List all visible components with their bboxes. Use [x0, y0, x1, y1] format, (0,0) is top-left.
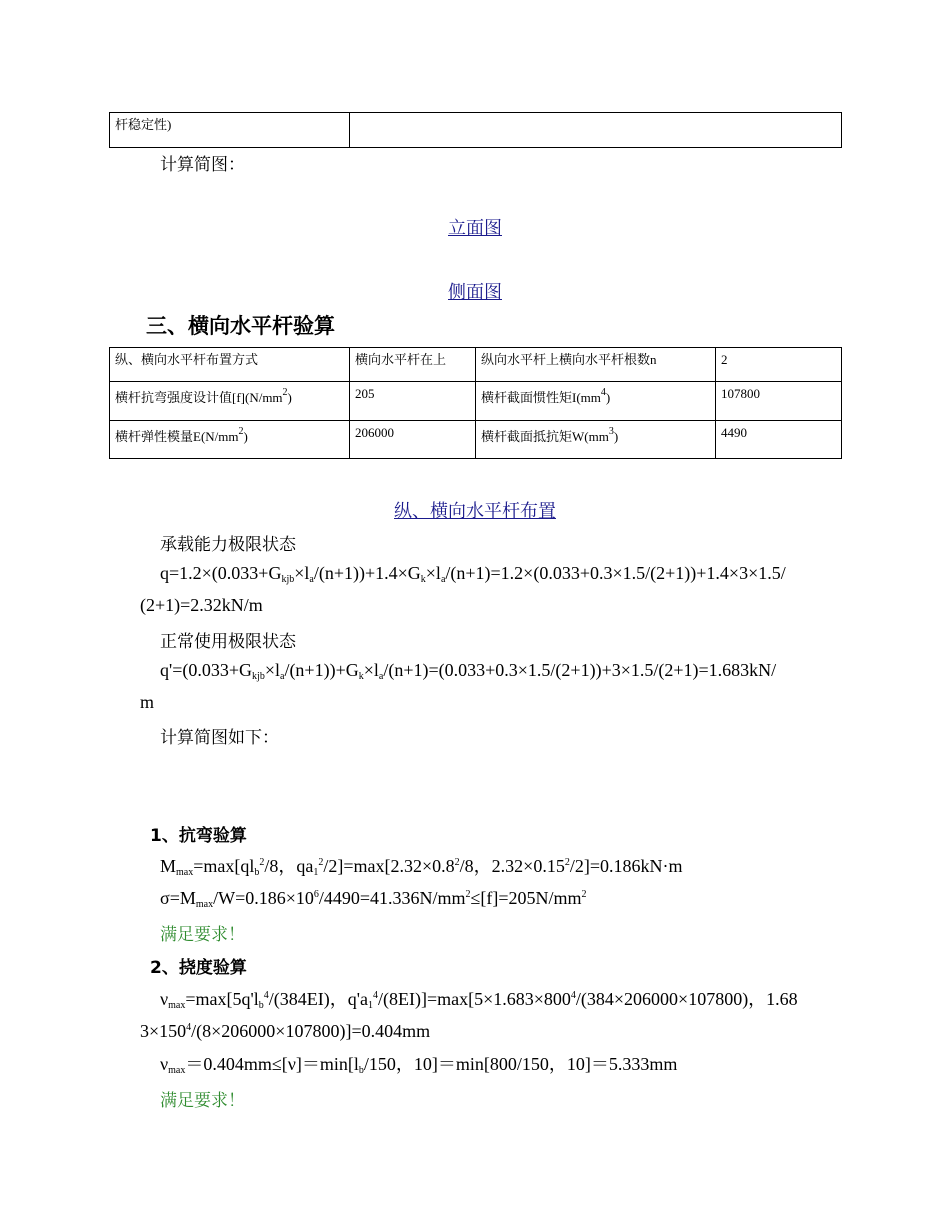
bending-ok-status: 满足要求！ — [160, 925, 245, 945]
stress-formula: $\sigma=M_{max}/W=0.186\times 10^6/4490=41.336N/mm^2\le[f]=205N/mm^2$ — [160, 888, 587, 910]
calc-diagram-label: 计算简图： — [160, 155, 245, 175]
param-value: 横向水平杆在上 — [350, 348, 476, 382]
bending-title: 1、抗弯验算 — [150, 826, 247, 846]
param-value: 206000 — [350, 421, 476, 459]
param-value: 2 — [716, 348, 842, 382]
q-prime-formula-line2: m — [140, 692, 155, 712]
deflection-ok-status: 满足要求！ — [160, 1091, 245, 1111]
uls-label: 承载能力极限状态 — [160, 535, 296, 555]
deflection-formula: $\nu_{max}=\max[5q'l_b^4/(384EI)$，$q'a_1^4/(8EI)]=\max[5\times 1.683\times 800^4/(384\times 206000\times 107800)$，1.68 — [160, 989, 798, 1011]
deflection-check-formula: $\nu_{max}=0.404mm\le[\nu]=\min[l_b/150$，10]＝min[800/150，10]＝5.333mm — [160, 1054, 678, 1076]
side-view-link[interactable]: 侧面图 — [448, 282, 502, 302]
param-key: 纵向水平杆上横向水平杆根数n — [476, 348, 716, 382]
param-value: 4490 — [716, 421, 842, 459]
param-key: 横杆弹性模量$E(N/mm^2)$ — [110, 421, 350, 459]
q-formula: $q=1.2\times(0.033+G_{kjb}\times l_a/(n+1))+1.4\times G_k\times l_a/(n+1)=1.2\times(0.033+0.3\times 1.5/(2+1))+1.4\times 3\times 1.5/$ — [160, 563, 786, 585]
top-table-cell: 杆稳定性) — [110, 113, 350, 148]
table-row — [110, 421, 842, 459]
param-key: 横杆抗弯强度设计值$[f](N/mm^2)$ — [110, 382, 350, 421]
parameter-table — [109, 347, 842, 459]
deflection-title: 2、挠度验算 — [150, 958, 247, 978]
elevation-link[interactable]: 立面图 — [448, 218, 502, 238]
table-row — [110, 382, 842, 421]
moment-formula: $M_{max}=\max[ql_b^2/8$，$qa_1^2/2]=\max[2.32\times 0.8^2/8$，$2.32\times 0.15^2/2]=0.186kN\cdot m$ — [160, 856, 683, 878]
param-value: 107800 — [716, 382, 842, 421]
top-table-cell — [350, 113, 842, 148]
q-prime-formula: $q'=(0.033+G_{kjb}\times l_a/(n+1))+G_k\times l_a/(n+1)=(0.033+0.3\times 1.5/(2+1))+3\times 1.5/(2+1)=1.683kN/$ — [160, 660, 777, 682]
table-row — [110, 348, 842, 382]
param-key: 横杆截面抵抗矩$W(mm^3)$ — [476, 421, 716, 459]
sls-label: 正常使用极限状态 — [160, 632, 296, 652]
param-value: 205 — [350, 382, 476, 421]
top-table — [109, 112, 842, 148]
deflection-formula-line2: $3\times 150^4/(8\times 206000\times 107800)]=0.404mm$ — [140, 1021, 431, 1041]
param-key: 纵、横向水平杆布置方式 — [110, 348, 350, 382]
calc-diagram-below-label: 计算简图如下： — [160, 728, 279, 748]
layout-link[interactable]: 纵、横向水平杆布置 — [394, 501, 556, 521]
section-title: 三、横向水平杆验算 — [146, 314, 335, 338]
q-formula-line2: (2+1)=2.32kN/m — [140, 595, 263, 615]
param-key: 横杆截面惯性矩$I(mm^4)$ — [476, 382, 716, 421]
